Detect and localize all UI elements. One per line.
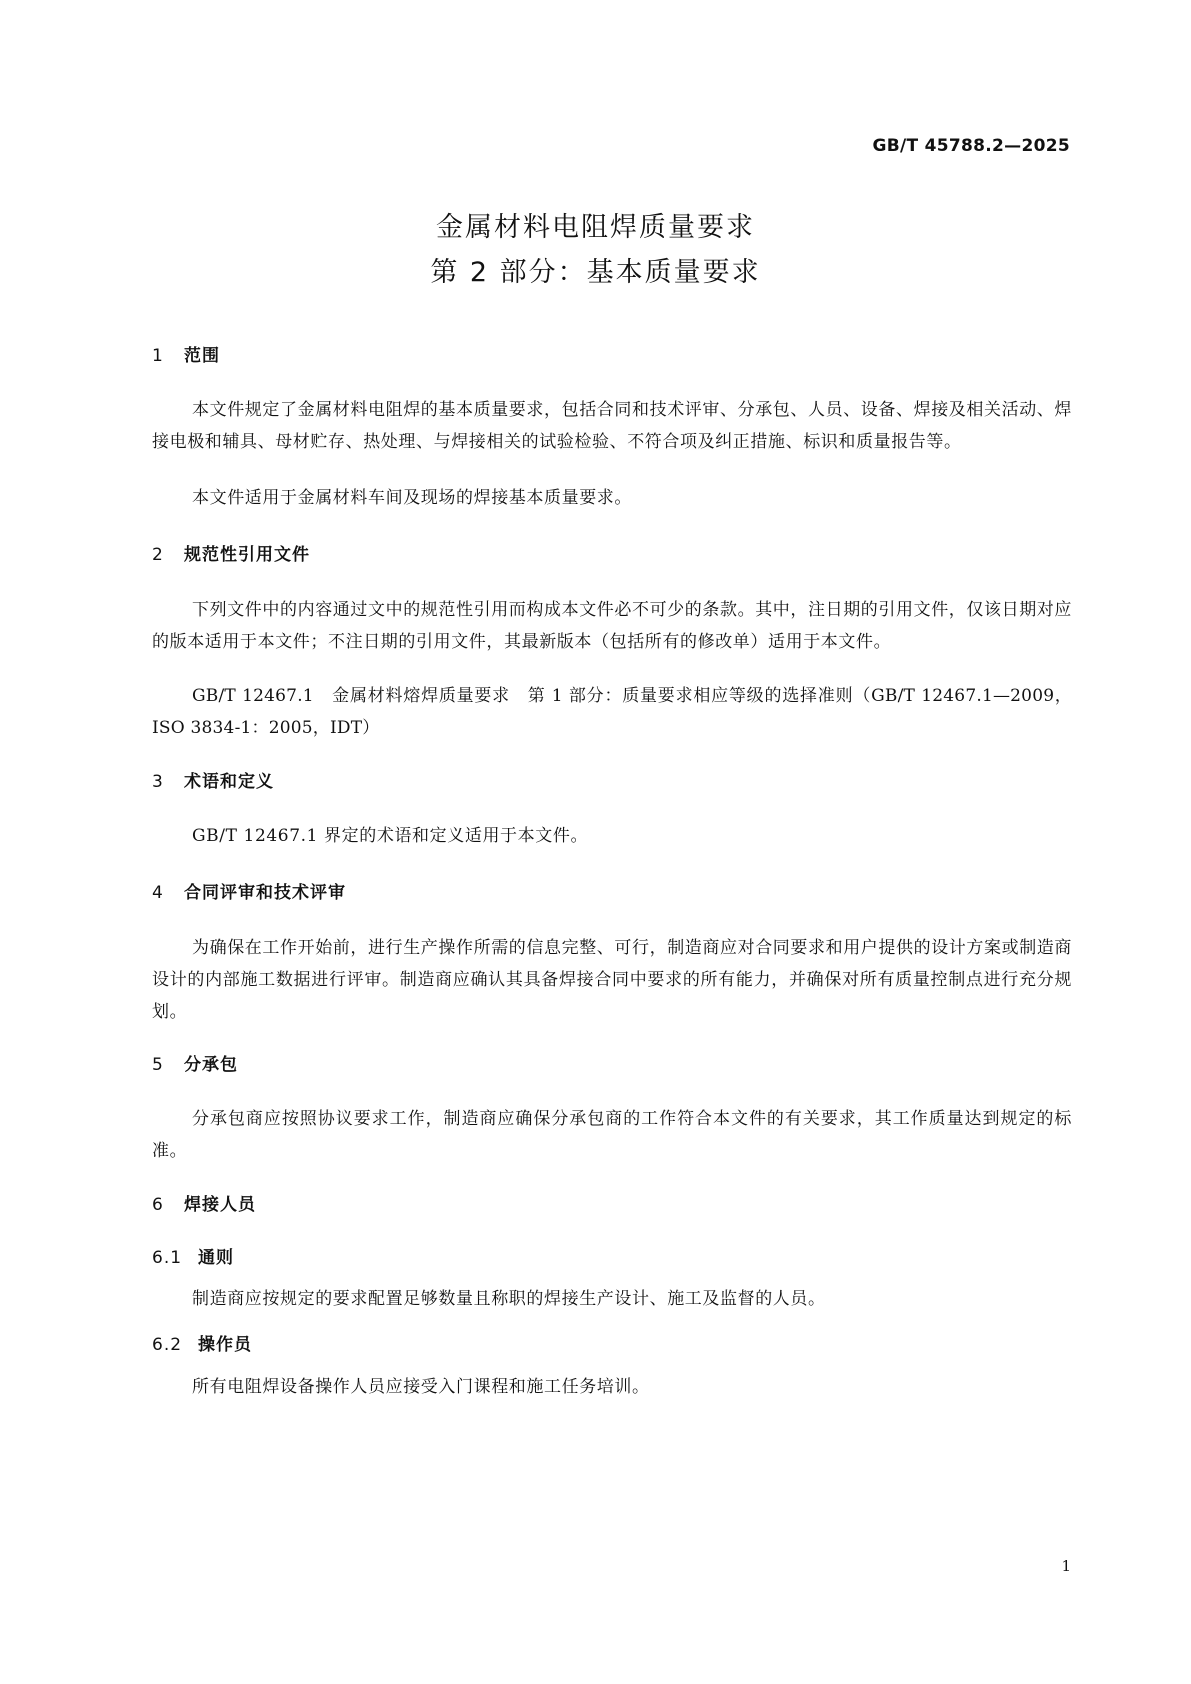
- section-number: 4: [152, 883, 164, 903]
- subsection-title: 通则: [198, 1248, 234, 1268]
- section-number: 6: [152, 1195, 164, 1215]
- subsection-number: 6.2: [152, 1335, 183, 1355]
- section-1-paragraph-1: 本文件规定了金属材料电阻焊的基本质量要求，包括合同和技术评审、分承包、人员、设备、焊接及相关活动、焊接电极和辅具、母材贮存、热处理、与焊接相关的试验检验、不符合项及纠正措施、标识和质量报告等。: [152, 400, 1072, 452]
- section-heading-2: [152, 540, 310, 565]
- section-number: 5: [152, 1055, 164, 1075]
- section-title: 分承包: [184, 1055, 238, 1075]
- section-5-paragraph-1: 分承包商应按照协议要求工作，制造商应确保分承包商的工作符合本文件的有关要求，其工作质量达到规定的标准。: [152, 1109, 1072, 1161]
- section-title: 范围: [184, 346, 220, 366]
- subsection-heading-6-1: [152, 1243, 234, 1268]
- section-title: 合同评审和技术评审: [184, 883, 346, 903]
- document-title-line1: 金属材料电阻焊质量要求: [436, 212, 755, 243]
- section-title: 规范性引用文件: [184, 545, 310, 565]
- document-title-line2: 第 2 部分：基本质量要求: [430, 257, 761, 288]
- subsection-number: 6.1: [152, 1248, 183, 1268]
- subsection-6-2-paragraph-1: 所有电阻焊设备操作人员应接受入门课程和施工任务培训。: [192, 1377, 650, 1397]
- section-heading-6: [152, 1190, 256, 1215]
- section-heading-3: [152, 767, 274, 792]
- section-4-paragraph-1: 为确保在工作开始前，进行生产操作所需的信息完整、可行，制造商应对合同要求和用户提供的设计方案或制造商设计的内部施工数据进行评审。制造商应确认其具备焊接合同中要求的所有能力，并确保对所有质量控制点进行充分规划。: [152, 938, 1072, 1022]
- normative-reference-entry: GB/T 12467.1 金属材料熔焊质量要求 第 1 部分：质量要求相应等级的选择准则（GB/T 12467.1—2009，ISO 3834-1：2005，IDT）: [152, 686, 1072, 738]
- section-title: 术语和定义: [184, 772, 274, 792]
- section-1-paragraph-2: 本文件适用于金属材料车间及现场的焊接基本质量要求。: [192, 488, 632, 508]
- section-heading-5: [152, 1050, 238, 1075]
- section-title: 焊接人员: [184, 1195, 256, 1215]
- section-2-paragraph-1: 下列文件中的内容通过文中的规范性引用而构成本文件必不可少的条款。其中，注日期的引用文件，仅该日期对应的版本适用于本文件；不注日期的引用文件，其最新版本（包括所有的修改单）适用于本文件。: [152, 600, 1072, 652]
- section-3-paragraph-1: GB/T 12467.1 界定的术语和定义适用于本文件。: [192, 826, 589, 846]
- section-number: 1: [152, 346, 164, 366]
- standard-number: GB/T 45788.2—2025: [872, 136, 1070, 156]
- subsection-6-1-paragraph-1: 制造商应按规定的要求配置足够数量且称职的焊接生产设计、施工及监督的人员。: [192, 1289, 826, 1309]
- subsection-heading-6-2: [152, 1330, 252, 1355]
- section-heading-1: [152, 341, 220, 366]
- subsection-title: 操作员: [198, 1335, 252, 1355]
- section-heading-4: [152, 878, 346, 903]
- section-number: 3: [152, 772, 164, 792]
- page-number: 1: [1061, 1557, 1071, 1575]
- section-number: 2: [152, 545, 164, 565]
